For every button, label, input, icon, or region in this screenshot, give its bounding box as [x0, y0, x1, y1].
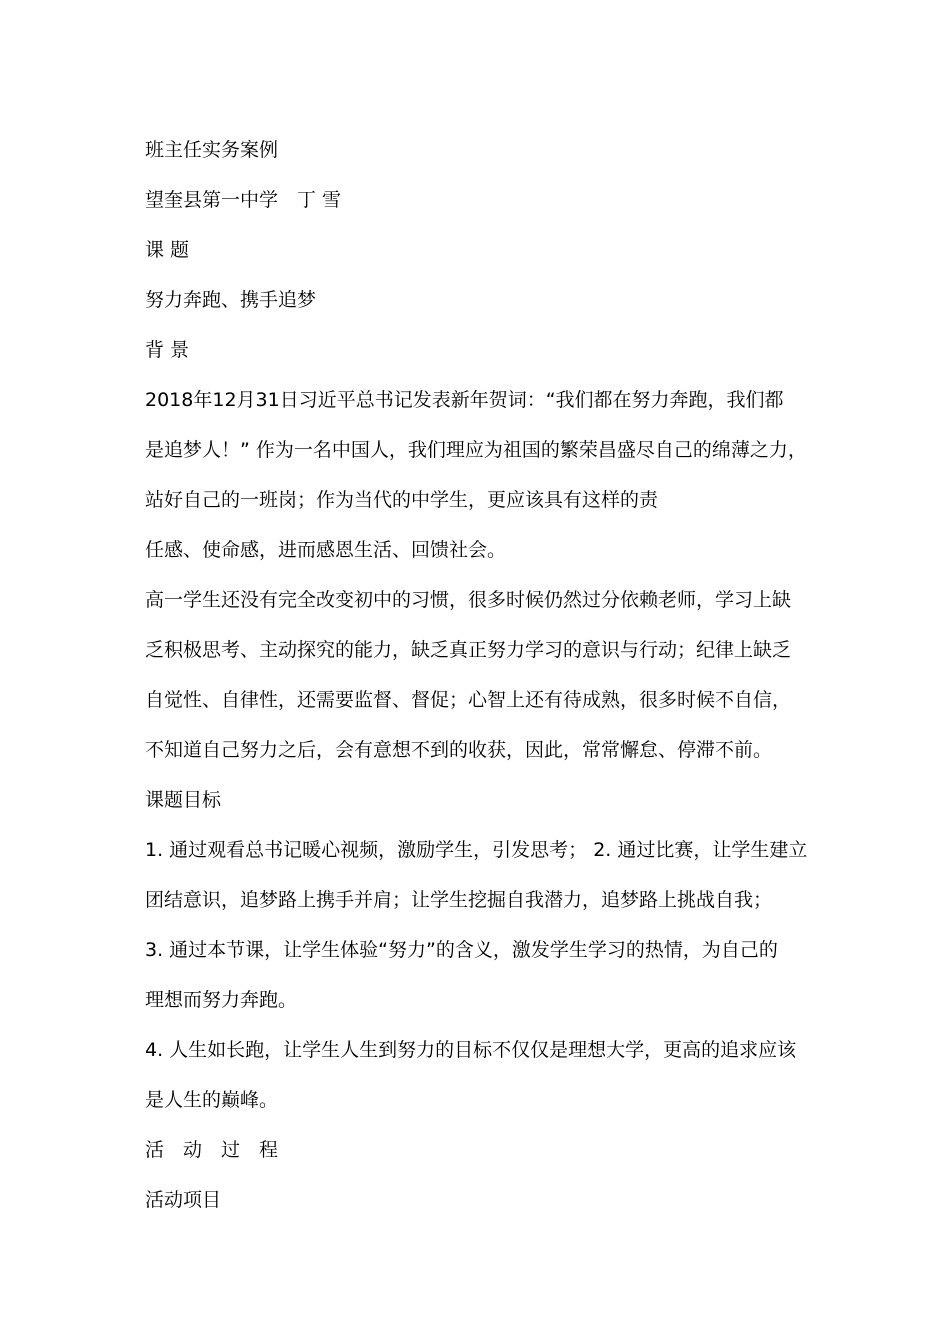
goal-line: 团结意识，追梦路上携手并肩；让学生挖掘自我潜力，追梦路上挑战自我； — [145, 889, 773, 911]
topic-title: 努力奔跑、携手追梦 — [145, 289, 317, 311]
document-body — [145, 128, 835, 1228]
section-heading-activity: 活动项目 — [145, 1189, 222, 1211]
goal-line: 1. 通过观看总书记暖心视频，激励学生，引发思考； 2. 通过比赛，让学生建立 — [145, 839, 808, 861]
goal-line: 理想而努力奔跑。 — [145, 989, 298, 1011]
document-title: 班主任实务案例 — [145, 139, 279, 161]
paragraph-line: 是追梦人！” 作为一名中国人，我们理应为祖国的繁荣昌盛尽自己的绵薄之力， — [145, 439, 807, 461]
paragraph-line: 站好自己的一班岗；作为当代的中学生，更应该具有这样的责 — [145, 489, 659, 511]
goal-line: 3. 通过本节课，让学生体验“努力”的含义，激发学生学习的热情，为自己的 — [145, 939, 778, 961]
author-line: 望奎县第一中学 丁 雪 — [145, 189, 342, 211]
paragraph-line: 乏积极思考、主动探究的能力，缺乏真正努力学习的意识与行动；纪律上缺乏 — [145, 639, 792, 661]
section-heading-goals: 课题目标 — [145, 789, 222, 811]
paragraph-line: 任感、使命感，进而感恩生活、回馈社会。 — [145, 539, 507, 561]
paragraph-line: 高一学生还没有完全改变初中的习惯，很多时候仍然过分依赖老师，学习上缺 — [145, 589, 792, 611]
paragraph-line: 自觉性、自律性，还需要监督、督促；心智上还有待成熟，很多时候不自信， — [145, 689, 792, 711]
section-heading-background: 背 景 — [145, 339, 190, 361]
paragraph-line: 2018年12月31日习近平总书记发表新年贺词：“我们都在努力奔跑，我们都 — [145, 389, 784, 411]
section-heading-process: 活 动 过 程 — [145, 1139, 279, 1161]
section-heading-topic: 课 题 — [145, 239, 190, 261]
paragraph-line: 不知道自己努力之后，会有意想不到的收获，因此，常常懈怠、停滞不前。 — [145, 739, 773, 761]
goal-line: 4. 人生如长跑，让学生人生到努力的目标不仅仅是理想大学，更高的追求应该 — [145, 1039, 797, 1061]
goal-line: 是人生的巅峰。 — [145, 1089, 279, 1111]
